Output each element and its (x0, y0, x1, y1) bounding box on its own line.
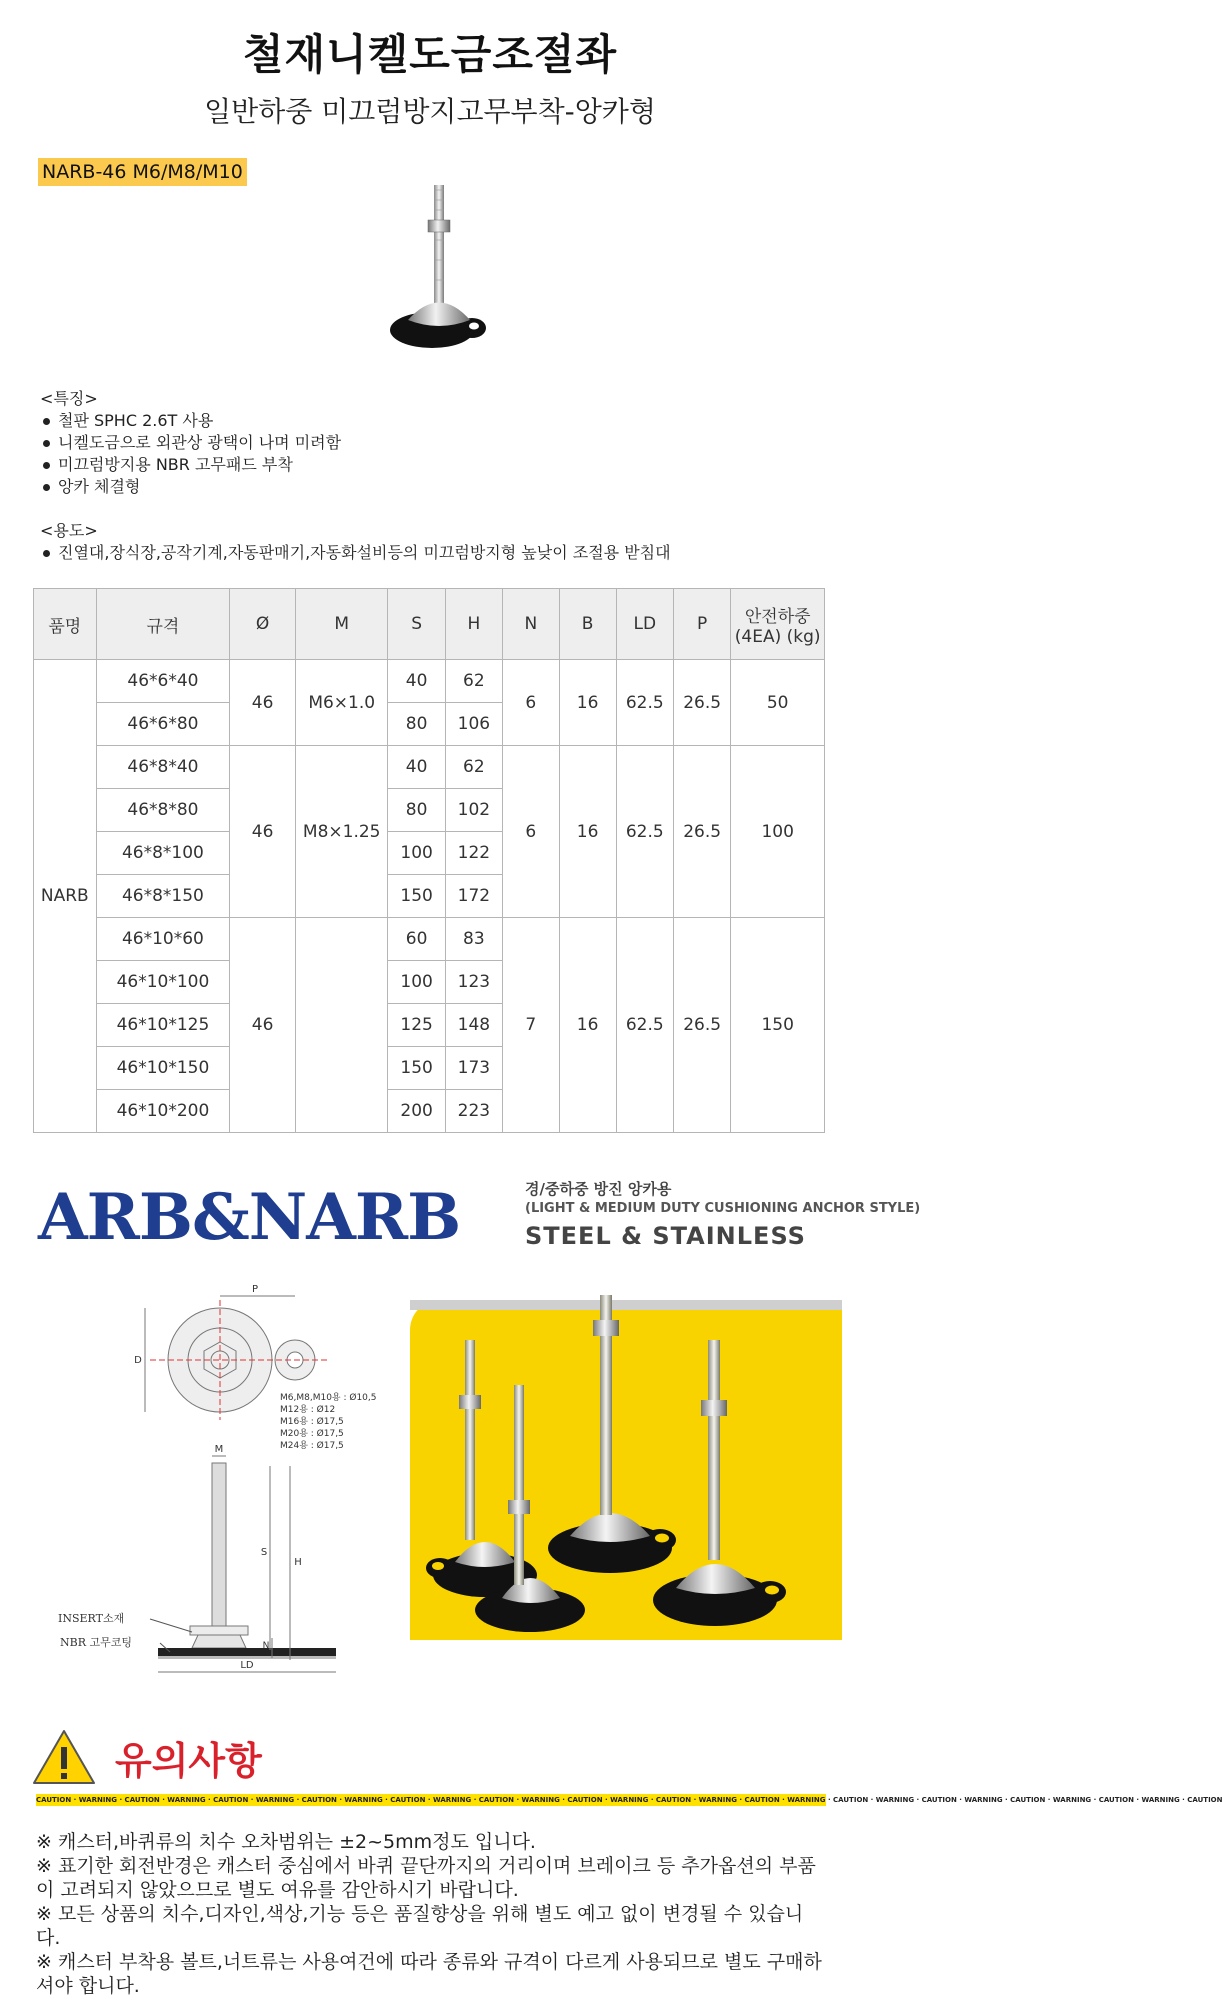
h-cell: 148 (445, 1004, 502, 1047)
caution-title: 유의사항 (115, 1739, 262, 1783)
n-cell: 6 (502, 746, 559, 918)
brand-subtitle (525, 1178, 921, 1250)
page-header (0, 22, 860, 130)
dim-label-p: P (251, 1284, 259, 1295)
note-item: ※ 모든 상품의 치수,디자인,색상,기능 등은 품질향상을 위해 별도 예고 없이 변경될 수 있습니다. (36, 1903, 804, 1949)
dim-label-h: H (294, 1557, 302, 1568)
hole-size-list (280, 1392, 377, 1451)
table-header-row (34, 589, 825, 660)
features-heading: <특징> (40, 389, 98, 408)
spec-cell: 46*10*125 (96, 1004, 230, 1047)
list-item: 진열대,장식장,공작기계,자동판매기,자동화설비등의 미끄럼방지형 높낮이 조절용 받침대 (40, 542, 671, 564)
h-cell: 123 (445, 961, 502, 1004)
brand-line-3: STEEL & STAINLESS (525, 1222, 806, 1250)
n-cell: 6 (502, 660, 559, 746)
spec-cell: 46*8*80 (96, 789, 230, 832)
note-item: ※ 표기한 회전반경은 캐스터 중심에서 바퀴 끝단까지의 거리이며 브레이크 등 추가옵션의 부품이 고려되지 않았으므로 별도 여유를 감안하시기 바랍니다. (36, 1855, 816, 1901)
h-cell: 172 (445, 875, 502, 918)
usage-section (40, 520, 671, 564)
spec-cell: 46*6*40 (96, 660, 230, 703)
h-cell: 62 (445, 746, 502, 789)
dia-cell: 46 (230, 660, 296, 746)
dim-label-d: D (134, 1355, 142, 1366)
warning-icon (30, 1727, 98, 1787)
col-header: H (445, 589, 502, 660)
brand-logo: ARB&NARB (38, 1180, 461, 1255)
ld-cell: 62.5 (616, 746, 673, 918)
h-cell: 122 (445, 832, 502, 875)
s-cell: 80 (388, 703, 445, 746)
h-cell: 83 (445, 918, 502, 961)
spec-cell: 46*8*40 (96, 746, 230, 789)
product-name-cell: NARB (34, 660, 97, 1133)
s-cell: 60 (388, 918, 445, 961)
list-item: 앙카 체결형 (40, 476, 341, 498)
insert-label: INSERT소재 (58, 1612, 125, 1625)
spec-cell: 46*10*60 (96, 918, 230, 961)
thread-cell (295, 918, 388, 1133)
note-item: ※ 캐스터 부착용 볼트,너트류는 사용여건에 따라 종류와 규격이 다르게 사용되므로 별도 구매하셔야 합니다. (36, 1951, 822, 1997)
hole-size: M24용 : Ø17,5 (280, 1441, 344, 1451)
caution-strip: CAUTION · WARNING · CAUTION · WARNING · CAUTION · WARNING · CAUTION · WARNING · CAUTION · WARNING · CAUTION · WARNING · CAUTION · WARNING · CAUTION · WARNING · CAUTION · WARNING · CAUTION · WARNING · CAUTION · WARNING · CAUTION · WARNING · CAUTION · WARNING · CAUTION (36, 1796, 1223, 1804)
hole-size: M6,M8,M10용 : Ø10,5 (280, 1393, 377, 1403)
col-header: M (295, 589, 388, 660)
hole-size: M12용 : Ø12 (280, 1405, 336, 1415)
s-cell: 40 (388, 746, 445, 789)
col-header: N (502, 589, 559, 660)
note-item: ※ 캐스터,바퀴류의 치수 오차범위는 ±2~5mm정도 입니다. (36, 1831, 536, 1853)
s-cell: 150 (388, 875, 445, 918)
h-cell: 62 (445, 660, 502, 703)
s-cell: 125 (388, 1004, 445, 1047)
product-photo (380, 180, 500, 355)
hole-size: M20용 : Ø17,5 (280, 1429, 344, 1439)
page-title: 철재니켈도금조절좌 (242, 30, 618, 79)
hole-size: M16용 : Ø17,5 (280, 1417, 344, 1427)
dim-label-ld: LD (240, 1660, 254, 1671)
spec-cell: 46*10*200 (96, 1090, 230, 1133)
p-cell: 26.5 (673, 746, 730, 918)
brand-line-1: 경/중하중 방진 앙카용 (525, 1180, 672, 1198)
n-cell: 7 (502, 918, 559, 1133)
p-cell: 26.5 (673, 660, 730, 746)
dim-label-s: S (260, 1547, 268, 1558)
load-cell: 50 (731, 660, 825, 746)
h-cell: 223 (445, 1090, 502, 1133)
brand-line-2: (LIGHT & MEDIUM DUTY CUSHIONING ANCHOR STYLE) (525, 1201, 921, 1216)
technical-drawing (40, 1280, 400, 1680)
s-cell: 200 (388, 1090, 445, 1133)
s-cell: 80 (388, 789, 445, 832)
col-header: S (388, 589, 445, 660)
thread-cell: M8×1.25 (295, 746, 388, 918)
col-header: 품명 (34, 589, 97, 660)
load-cell: 150 (731, 918, 825, 1133)
product-group-photo (410, 1300, 842, 1640)
features-list (40, 410, 341, 498)
table-row (34, 746, 825, 789)
spec-cell: 46*6*80 (96, 703, 230, 746)
usage-list (40, 542, 671, 564)
spec-cell: 46*8*100 (96, 832, 230, 875)
col-header: Ø (230, 589, 296, 660)
dim-label-n: N (262, 1641, 270, 1651)
col-header: LD (616, 589, 673, 660)
features-section (40, 388, 341, 498)
dim-label-m: M (214, 1444, 224, 1455)
col-header: 안전하중 (4EA) (kg) (731, 589, 825, 660)
ld-cell: 62.5 (616, 660, 673, 746)
col-header: B (559, 589, 616, 660)
side-view (158, 1456, 336, 1672)
caution-notes (36, 1830, 826, 1998)
list-item: 철판 SPHC 2.6T 사용 (40, 410, 341, 432)
col-header: P (673, 589, 730, 660)
p-cell: 26.5 (673, 918, 730, 1133)
dia-cell: 46 (230, 918, 296, 1133)
spec-cell: 46*10*100 (96, 961, 230, 1004)
spec-table (33, 588, 825, 1133)
load-cell: 100 (731, 746, 825, 918)
s-cell: 100 (388, 832, 445, 875)
spec-cell: 46*8*150 (96, 875, 230, 918)
ld-cell: 62.5 (616, 918, 673, 1133)
usage-heading: <용도> (40, 521, 98, 540)
list-item: 니켈도금으로 외관상 광택이 나며 미려함 (40, 432, 341, 454)
b-cell: 16 (559, 918, 616, 1133)
table-row (34, 660, 825, 703)
table-row (34, 918, 825, 961)
h-cell: 106 (445, 703, 502, 746)
spec-cell: 46*10*150 (96, 1047, 230, 1090)
b-cell: 16 (559, 660, 616, 746)
model-tag: NARB-46 M6/M8/M10 (38, 158, 247, 186)
leveling-feet-illustration (410, 1300, 842, 1640)
b-cell: 16 (559, 746, 616, 918)
h-cell: 173 (445, 1047, 502, 1090)
s-cell: 40 (388, 660, 445, 703)
col-header: 규격 (96, 589, 230, 660)
page-subtitle: 일반하중 미끄럼방지고무부착-앙카형 (204, 95, 656, 128)
s-cell: 150 (388, 1047, 445, 1090)
nbr-label: NBR 고무코팅 (60, 1636, 132, 1649)
s-cell: 100 (388, 961, 445, 1004)
dia-cell: 46 (230, 746, 296, 918)
thread-cell: M6×1.0 (295, 660, 388, 746)
h-cell: 102 (445, 789, 502, 832)
list-item: 미끄럼방지용 NBR 고무패드 부착 (40, 454, 341, 476)
